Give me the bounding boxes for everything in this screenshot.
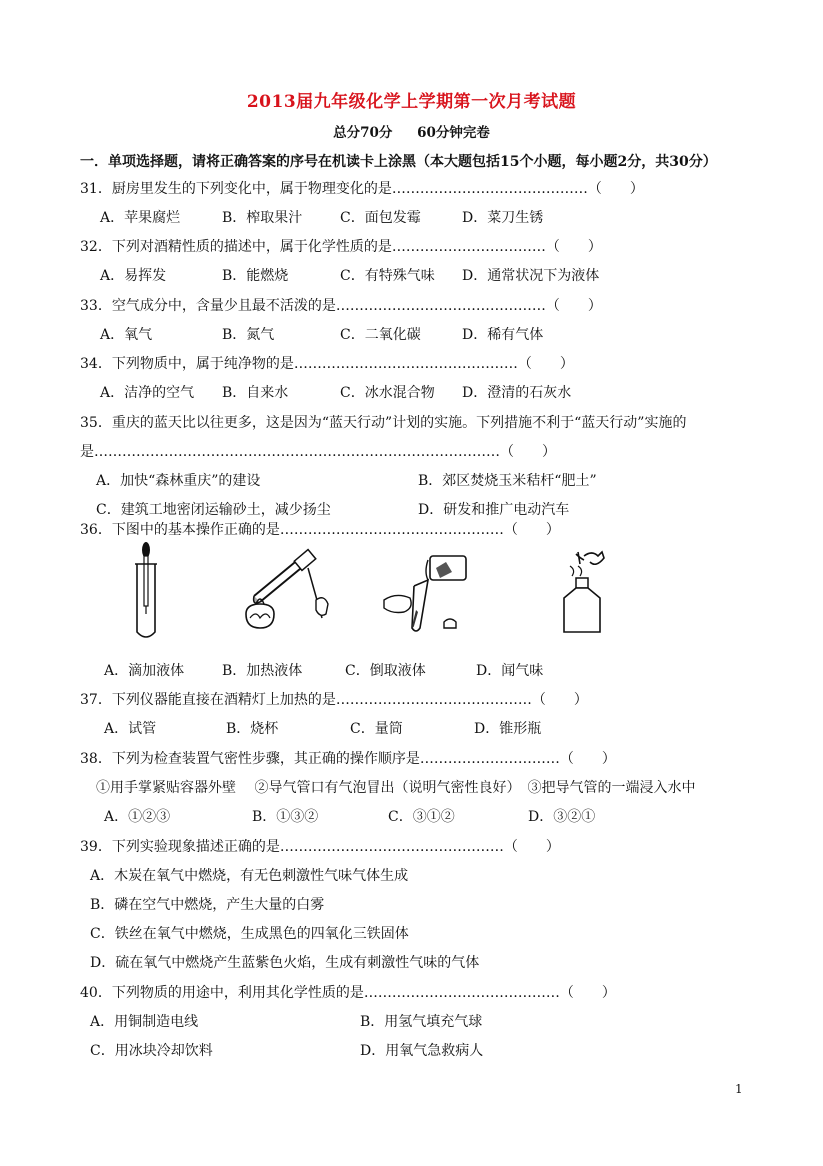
- option[interactable]: C．二氧化碳: [340, 327, 421, 343]
- option[interactable]: A．苹果腐烂: [100, 210, 181, 226]
- option[interactable]: C．倒取液体: [345, 663, 426, 679]
- option[interactable]: A．加快“森林重庆”的建设: [96, 473, 261, 489]
- page-number: 1: [735, 1082, 743, 1096]
- option[interactable]: B．烧杯: [226, 721, 279, 737]
- heating-liquid-icon: [238, 548, 340, 632]
- option[interactable]: D．菜刀生锈: [462, 210, 544, 226]
- smelling-gas-icon: [556, 546, 610, 636]
- pouring-liquid-icon: [380, 550, 475, 638]
- question-stem: 31．厨房里发生的下列变化中，属于物理变化的是……………………………………（ ）: [80, 181, 644, 197]
- option[interactable]: C．有特殊气味: [340, 268, 435, 284]
- option[interactable]: D．③②①: [528, 809, 596, 825]
- option[interactable]: A．氧气: [100, 327, 153, 343]
- question-stem: 38．下列为检查装置气密性步骤，其正确的操作顺序是…………………………（ ）: [80, 751, 616, 767]
- option[interactable]: B．磷在空气中燃烧，产生大量的白雾: [90, 897, 325, 913]
- option[interactable]: D．闻气味: [476, 663, 544, 679]
- question-stem-cont: 是……………………………………………………………………………（ ）: [80, 444, 556, 460]
- option[interactable]: C．③①②: [388, 809, 455, 825]
- option[interactable]: C．量筒: [350, 721, 403, 737]
- option[interactable]: B．加热液体: [222, 663, 303, 679]
- option[interactable]: C．用冰块冷却饮料: [90, 1043, 213, 1059]
- option[interactable]: C．面包发霉: [340, 210, 421, 226]
- option[interactable]: A．滴加液体: [104, 663, 185, 679]
- option[interactable]: A．易挥发: [100, 268, 167, 284]
- option[interactable]: C．建筑工地密闭运输砂土，减少扬尘: [96, 502, 331, 518]
- option[interactable]: B．榨取果汁: [222, 210, 303, 226]
- option[interactable]: A．①②③: [104, 809, 171, 825]
- option[interactable]: C．冰水混合物: [340, 385, 435, 401]
- option[interactable]: D．用氧气急救病人: [360, 1043, 484, 1059]
- question-stem: 32．下列对酒精性质的描述中，属于化学性质的是……………………………（ ）: [80, 239, 602, 255]
- option[interactable]: C．铁丝在氧气中燃烧，生成黑色的四氧化三铁固体: [90, 926, 409, 942]
- question-stem: 35．重庆的蓝天比以往更多，这是因为“蓝天行动”计划的实施。下列措施不利于“蓝天行动”实施的: [80, 415, 687, 431]
- option[interactable]: D．通常状况下为液体: [462, 268, 600, 284]
- question-stem: 37．下列仪器能直接在酒精灯上加热的是……………………………………（ ）: [80, 692, 588, 708]
- option[interactable]: A．用铜制造电线: [90, 1014, 199, 1030]
- question-stem: 40．下列物质的用途中，利用其化学性质的是……………………………………（ ）: [80, 985, 616, 1001]
- option[interactable]: A．试管: [104, 721, 157, 737]
- question-stem: 36．下图中的基本操作正确的是…………………………………………（ ）: [80, 522, 560, 538]
- question-stem: 34．下列物质中，属于纯净物的是…………………………………………（ ）: [80, 356, 574, 372]
- exam-info: [0, 121, 823, 141]
- option[interactable]: A．木炭在氧气中燃烧，有无色刺激性气味气体生成: [90, 868, 409, 884]
- option[interactable]: D．研发和推广电动汽车: [418, 502, 570, 518]
- dropper-test-tube-icon: [130, 540, 162, 642]
- option[interactable]: A．洁净的空气: [100, 385, 195, 401]
- page-title: 2013届九年级化学上学期第一次月考试题: [246, 92, 577, 112]
- section-heading: 一．单项选择题，请将正确答案的序号在机读卡上涂黑（本大题包括15个小题，每小题2分，共30分）: [80, 154, 717, 170]
- question-stem: 39．下列实验现象描述正确的是…………………………………………（ ）: [80, 839, 560, 855]
- procedure-steps: ①用手掌紧贴容器外壁 ②导气管口有气泡冒出（说明气密性良好） ③把导气管的一端浸入水中: [96, 780, 696, 796]
- option[interactable]: B．能燃烧: [222, 268, 289, 284]
- total-score: 总分70分: [333, 125, 393, 141]
- option[interactable]: B．①③②: [252, 809, 319, 825]
- option[interactable]: D．硫在氧气中燃烧产生蓝紫色火焰，生成有刺激性气味的气体: [90, 955, 480, 971]
- time-limit: 60分钟完卷: [417, 125, 490, 141]
- option[interactable]: B．郊区焚烧玉米秸杆“肥土”: [418, 473, 597, 489]
- option[interactable]: B．用氢气填充气球: [360, 1014, 483, 1030]
- option[interactable]: D．澄清的石灰水: [462, 385, 572, 401]
- option[interactable]: D．锥形瓶: [474, 721, 542, 737]
- question-stem: 33．空气成分中，含量少且最不活泼的是………………………………………（ ）: [80, 298, 602, 314]
- option[interactable]: D．稀有气体: [462, 327, 544, 343]
- option[interactable]: B．氮气: [222, 327, 275, 343]
- option[interactable]: B．自来水: [222, 385, 289, 401]
